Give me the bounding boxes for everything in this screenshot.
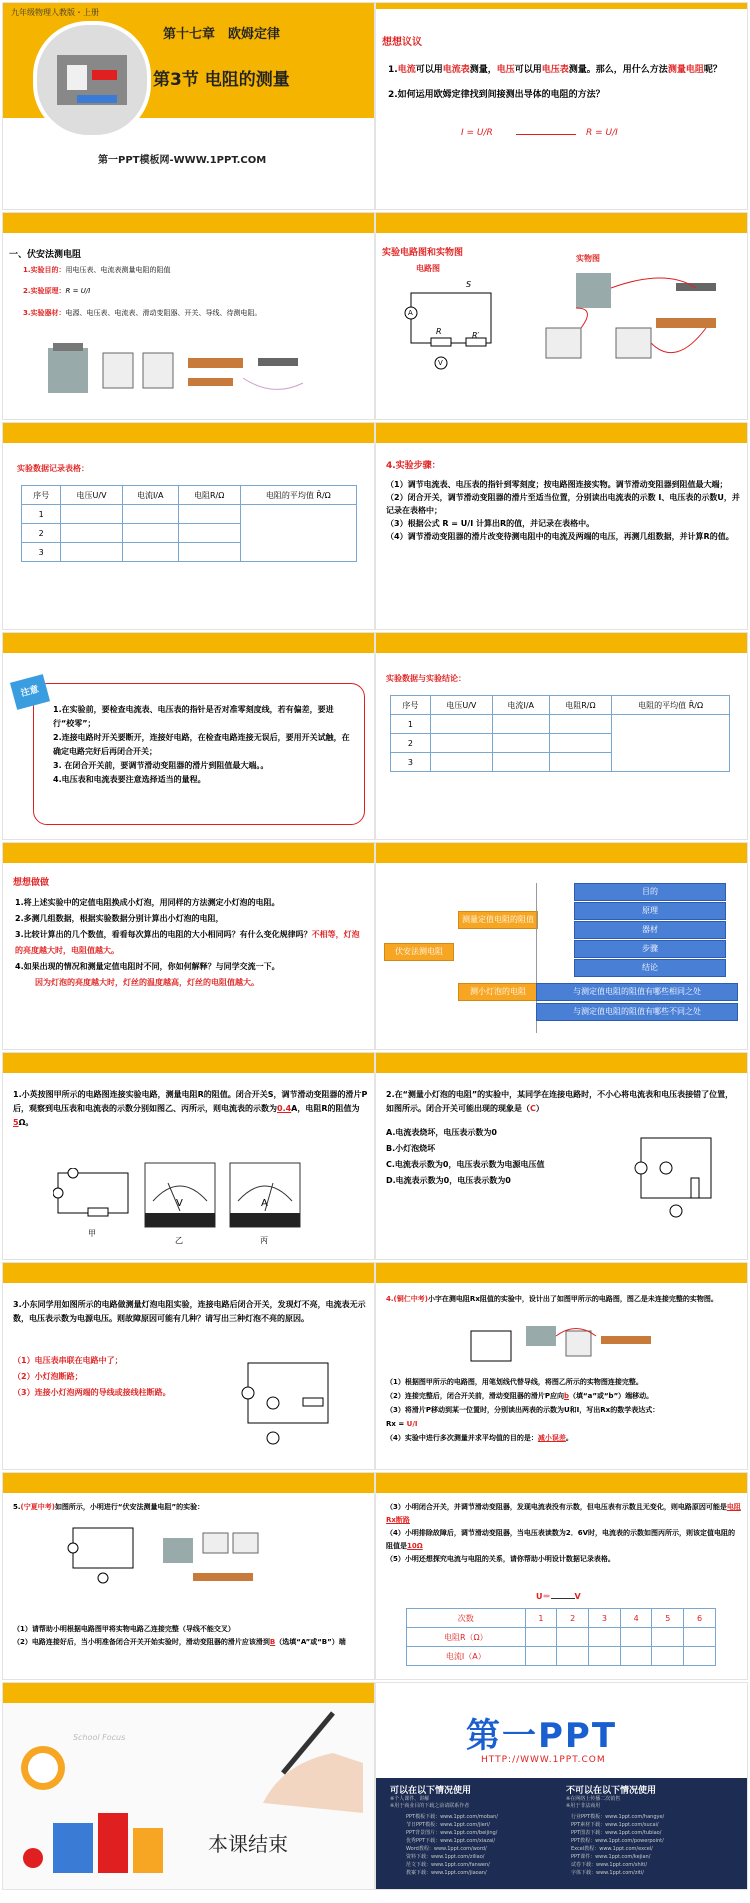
title-circle xyxy=(33,21,151,139)
slide-6-steps xyxy=(375,422,748,630)
ex4-item-3-formula: Rx = U/I xyxy=(386,1420,418,1428)
row-index: 1 xyxy=(22,505,61,524)
th-voltage: 电压U/V xyxy=(430,696,492,715)
ex4-item-3: （3）将滑片P移动到某一位置时，分别读出两表的示数为U和I，写出Rx的数学表达式： xyxy=(386,1406,660,1414)
steps-heading: 4.实验步骤： xyxy=(386,461,441,471)
slide-8-data-conclusion xyxy=(375,632,748,840)
slide-17-end xyxy=(2,1682,375,1890)
ex5b-table: 次数 1 2 3 4 5 6 电阻R（Ω） 电流I（A） xyxy=(406,1608,716,1666)
circuit-label: 电路图 xyxy=(416,264,440,273)
ex5b-item-3: （3）小明闭合开关，并调节滑动变阻器，发现电流表没有示数，但电压表有示数且无变化，则电路原因可能是电阻Rx断路 xyxy=(386,1503,741,1524)
th-current: 电流I/A xyxy=(122,486,178,505)
circuit-heading: 实验电路图和实物图 xyxy=(382,248,464,258)
slide-13-exercise-3 xyxy=(2,1262,375,1470)
th-resistance: 电阻R/Ω xyxy=(549,696,612,715)
slide-15-exercise-5 xyxy=(2,1472,375,1680)
think-heading: 想想做做 xyxy=(13,878,50,888)
ex4-figure-icon xyxy=(466,1321,666,1371)
ex2-option-c: C.电流表示数为0，电压表示数为电源电压值 xyxy=(386,1160,545,1169)
th-resistance: 电阻R/Ω xyxy=(178,486,240,505)
ex5-items xyxy=(13,1623,368,1649)
slide-1-title xyxy=(2,2,375,210)
slide-10-mindmap xyxy=(375,842,748,1050)
brand-logo: 第一PPT xyxy=(466,1716,618,1756)
voltmeter-icon xyxy=(143,1161,218,1231)
slide-16-exercise-5-cont xyxy=(375,1472,748,1680)
ex4-item-2: （2）连接完整后，闭合开关前，滑动变阻器的滑片P应向b（填“a”或“b”）端移动。 xyxy=(386,1392,654,1400)
mindmap-same: 与测定值电阻的阻值有哪些相同之处 xyxy=(536,983,738,1001)
th-voltage: 电压U/V xyxy=(61,486,122,505)
ex2-question: 2.在“测量小灯泡的电阻”的实验中，某同学在连接电路时，不小心将电流表和电压表接错了位置，如图所示。闭合开关可能出现的现象是（C） xyxy=(386,1090,734,1113)
think-4: 4.如果出现的情况和测量定值电阻时不同，你如何解释？与同学交流一下。 xyxy=(15,962,280,971)
notes-list xyxy=(53,703,353,787)
ex2-option-d: D.电流表示数为0，电压表示数为0 xyxy=(386,1176,511,1185)
ex3-answer-1: （1）电压表串联在电路中了； xyxy=(13,1356,123,1365)
row-index: 2 xyxy=(391,734,431,753)
step-3: （3）根据公式 R = U/I 计算出R的值，并记录在表格中。 xyxy=(386,519,595,528)
ex5b-item-4: （4）小明排除故障后，调节滑动变阻器，当电压表读数为2．6V时，电流表的示数如图丙所示，则该定值电阻的阻值是10Ω xyxy=(386,1529,736,1550)
ex1-answer-current: 0.4 xyxy=(277,1104,292,1113)
row-index: 3 xyxy=(22,543,61,562)
th-average: 电阻的平均值 R̄/Ω xyxy=(240,486,356,505)
mindmap-purpose: 目的 xyxy=(574,883,726,901)
ex1-answer-resistance: 5 xyxy=(13,1118,19,1127)
slide-11-exercise-1 xyxy=(2,1052,375,1260)
step-2: （2）闭合开关，调节滑动变阻器的滑片至适当位置，分别读出电流表的示数 I、电压表的示数U，并记录在表格中； xyxy=(386,493,740,515)
u-label: U＝ V xyxy=(536,1592,581,1601)
links-right[interactable]: 行业PPT模板：www.1ppt.com/hangye/ PPT素材下载：www.1ppt.com/sucai/ PPT图表下载：www.1ppt.com/tubiao/ PPT教程：www.1ppt.com/powerpoint/ Excel教程：www.1ppt.com/excel/ PPT课件：www.1ppt.com/kejian/ 试卷下载：www.1ppt.com/shiti/ 字体下载：www.1ppt.com/ziti/ xyxy=(571,1814,665,1876)
th-average: 电阻的平均值 R̄/Ω xyxy=(612,696,730,715)
slide-12-exercise-2 xyxy=(375,1052,748,1260)
think-4-answer: 因为灯泡的亮度越大时，灯丝的温度越高，灯丝的电阻值越大。 xyxy=(35,978,259,987)
th-count: 次数 xyxy=(407,1609,526,1628)
mindmap-conclusion: 结论 xyxy=(574,959,726,977)
usage-denied-lines: ※在网络上传播二次销售 ※用于非法商用 xyxy=(566,1796,621,1809)
circuit-diagram-icon xyxy=(396,283,506,373)
row-resistance: 电阻R（Ω） xyxy=(407,1628,526,1647)
brand-url: HTTP://WWW.1PPT.COM xyxy=(481,1755,606,1765)
chapter-title: 第十七章 欧姆定律 xyxy=(163,27,281,42)
slide-14-exercise-4 xyxy=(375,1262,748,1470)
row-index: 3 xyxy=(391,753,431,772)
ex2-circuit-icon xyxy=(626,1123,726,1223)
circuit-label-a: A xyxy=(408,309,413,317)
th-current: 电流I/A xyxy=(492,696,549,715)
row-index: 2 xyxy=(22,524,61,543)
step-4: （4）调节滑动变阻器的滑片改变待测电阻中的电流及两端的电压，再测几组数据，并计算R的值。 xyxy=(386,532,734,541)
think-list xyxy=(15,895,367,991)
real-label: 实物图 xyxy=(576,254,600,263)
slide-18-brand xyxy=(375,1682,748,1890)
th-index: 序号 xyxy=(22,486,61,505)
principle-row: 2.实验原理：R = U/I xyxy=(23,287,91,295)
slide-5-record-table xyxy=(2,422,375,630)
ex5b-items xyxy=(386,1501,741,1566)
equipment-row: 3.实验器材：电源、电压表、电流表、滑动变阻器、开关、导线、待测电阻。 xyxy=(23,309,262,317)
note-3: 3. 在闭合开关前，要调节滑动变阻器的滑片到阻值最大端。。 xyxy=(53,761,269,770)
slide-4-circuit xyxy=(375,212,748,420)
discussion-heading: 想想议议 xyxy=(382,37,422,48)
ex4-item-4: （4）实验中进行多次测量并求平均值的目的是：减小误差。 xyxy=(386,1434,573,1442)
hand-pen-icon xyxy=(243,1703,363,1813)
note-2: 2.连接电路时开关要断开，连接好电路，在检查电路连接无误后，要用开关试触，在确定电路完好后再闭合开关； xyxy=(53,733,350,756)
ex4-items xyxy=(386,1375,741,1445)
usage-allowed-lines: ※个人课件、讲解 ※用于商业目的下载之前请联系作者 xyxy=(390,1796,470,1809)
ex2-option-b: B.小灯泡烧坏 xyxy=(386,1144,436,1153)
record-heading: 实验数据记录表格： xyxy=(17,464,89,473)
arrow-icon xyxy=(516,134,576,135)
links-left[interactable]: PPT模板下载：www.1ppt.com/moban/ 节日PPT模板：www.1ppt.com/jieri/ PPT背景图片：www.1ppt.com/beijing/ 优秀PPT下载：www.1ppt.com/xiazai/ Word教程：www.1ppt.com/word/ 资料下载：www.1ppt.com/ziliao/ 范文下载：www.1ppt.com/fanwen/ 教案下载：www.1ppt.com/jiaoan/ xyxy=(406,1814,498,1876)
conclusion-table xyxy=(390,695,730,772)
method-heading: 一、伏安法测电阻 xyxy=(9,250,82,260)
mindmap-fixed-resistor: 测量定值电阻的阻值 xyxy=(458,911,538,929)
row-index: 1 xyxy=(391,715,431,734)
usage-allowed-title: 可以在以下情况使用 xyxy=(390,1786,472,1796)
ex3-circuit-icon xyxy=(233,1353,343,1453)
svg-text:V: V xyxy=(176,1198,183,1209)
school-label: School Focus xyxy=(73,1733,126,1742)
ex1-label-bing: 丙 xyxy=(260,1236,268,1245)
mindmap-center: 伏安法测电阻 xyxy=(384,943,454,961)
real-circuit-icon xyxy=(536,268,736,398)
slide-3-method xyxy=(2,212,375,420)
think-2: 2.多测几组数据，根据实验数据分别计算出小灯泡的电阻， xyxy=(15,914,224,923)
ex4-question: 4.(铜仁中考)小宇在测电阻Rx阻值的实验中，设计出了如图甲所示的电路图，图乙是未连接完整的实物图。 xyxy=(386,1295,718,1303)
slide-2-discussion xyxy=(375,2,748,210)
site-label: 第一PPT模板网-WWW.1PPT.COM xyxy=(98,155,267,166)
section-title: 第3节 电阻的测量 xyxy=(153,70,290,90)
ex3-answer-2: （2）小灯泡断路； xyxy=(13,1372,83,1381)
ex3-answers xyxy=(13,1353,213,1401)
formula-resistance: R = U/I xyxy=(586,128,618,138)
think-1: 1.将上述实验中的定值电阻换成小灯泡，用同样的方法测定小灯泡的电阻。 xyxy=(15,898,280,907)
ex1-circuit-icon xyxy=(53,1168,133,1223)
ex3-answer-3: （3）连接小灯泡两端的导线或接线柱断路。 xyxy=(13,1388,171,1397)
ex2-options xyxy=(386,1125,606,1189)
steps-list xyxy=(386,478,741,543)
step-1: （1）调节电流表、电压表的指针到零刻度；按电路图连接实物。调节滑动变阻器到阻值最大端； xyxy=(386,480,728,489)
circuit-label-r2: R′ xyxy=(472,331,480,340)
mindmap-different: 与测定值电阻的阻值有哪些不同之处 xyxy=(536,1003,738,1021)
mindmap-steps: 步骤 xyxy=(574,940,726,958)
ex1-label-yi: 乙 xyxy=(175,1236,183,1245)
ex5-question: 5.(宁夏中考)如图所示，小明进行“伏安法测量电阻”的实验： xyxy=(13,1503,205,1511)
q1: 1.电流可以用电流表测量，电压可以用电压表测量。那么，用什么方法测量电阻呢？ xyxy=(388,65,722,75)
purpose-row: 1.实验目的：用电压表、电流表测量电阻的阻值 xyxy=(23,266,171,274)
usage-denied-title: 不可以在以下情况使用 xyxy=(566,1786,657,1796)
svg-text:A: A xyxy=(261,1198,268,1209)
ex1-question: 1.小英按图甲所示的电路图连接实验电路，测量电阻R的阻值。闭合开关S，调节滑动变阻器的滑片P后，观察到电压表和电流表的示数分别如图乙、丙所示，则电流表的示数为0.4A，电阻R的阻值为5Ω。 xyxy=(13,1090,368,1127)
circuit-label-r: R xyxy=(436,327,442,336)
note-1: 1.在实验前，要检查电流表、电压表的指针是否对准零刻度线，若有偏差，要进行“校零”； xyxy=(53,705,334,728)
ex4-item-1: （1）根据图甲所示的电路图，用笔划线代替导线，将图乙所示的实物图连接完整。 xyxy=(386,1378,643,1386)
q2: 2.如何运用欧姆定律找到间接测出导体的电阻的方法？ xyxy=(388,90,605,100)
conclusion-heading: 实验数据与实验结论： xyxy=(386,674,466,683)
note-4: 4.电压表和电流表要注意选择适当的量程。 xyxy=(53,775,206,784)
record-table xyxy=(21,485,357,562)
note-badge: 注意 xyxy=(10,674,50,710)
mindmap-equipment: 器材 xyxy=(574,921,726,939)
lab-illustration-icon xyxy=(37,25,147,135)
mindmap-principle: 原理 xyxy=(574,902,726,920)
circuit-label-v: V xyxy=(438,359,443,367)
circuit-label-s: S xyxy=(466,280,472,289)
ex5-item-1: （1）请帮助小明根据电路图甲将实物电路乙连接完整（导线不能交叉） xyxy=(13,1625,235,1633)
ammeter-icon xyxy=(228,1161,303,1231)
ex5-figure-icon xyxy=(63,1518,283,1598)
ex2-option-a: A.电流表烧坏，电压表示数为0 xyxy=(386,1128,497,1137)
think-3: 3.比较计算出的几个数值，看看每次算出的电阻的大小相同吗？有什么变化规律吗？不相等，灯泡的亮度越大时，电阻值越大。 xyxy=(15,930,360,955)
mindmap-bulb: 测小灯泡的电阻 xyxy=(458,983,538,1001)
slide-9-think-do xyxy=(2,842,375,1050)
slide-7-notes xyxy=(2,632,375,840)
ex5b-item-5: （5）小明还想探究电流与电阻的关系，请你帮助小明设计数据记录表格。 xyxy=(386,1555,615,1563)
formula-ohm: I = U/R xyxy=(461,128,493,138)
equipment-illustration-icon xyxy=(43,338,323,398)
ex2-answer: C xyxy=(530,1104,536,1113)
end-title: 本课结束 xyxy=(208,1832,288,1856)
ex1-label-jia: 甲 xyxy=(88,1229,96,1238)
grade-label: 九年级物理人教版・上册 xyxy=(11,8,99,17)
ex3-question: 3.小东同学用如图所示的电路做测量灯泡电阻实验，连接电路后闭合开关，发现灯不亮，电流表无示数，电压表示数为电源电压。则故障原因可能有几种？请写出三种灯泡不亮的原因。 xyxy=(13,1300,366,1323)
ex5-item-2: （2）电路连接好后，当小明准备闭合开关开始实验时，滑动变阻器的滑片应该滑到B（选填“A”或“B”）端 xyxy=(13,1638,346,1646)
row-current: 电流I（A） xyxy=(407,1647,526,1666)
th-index: 序号 xyxy=(391,696,431,715)
